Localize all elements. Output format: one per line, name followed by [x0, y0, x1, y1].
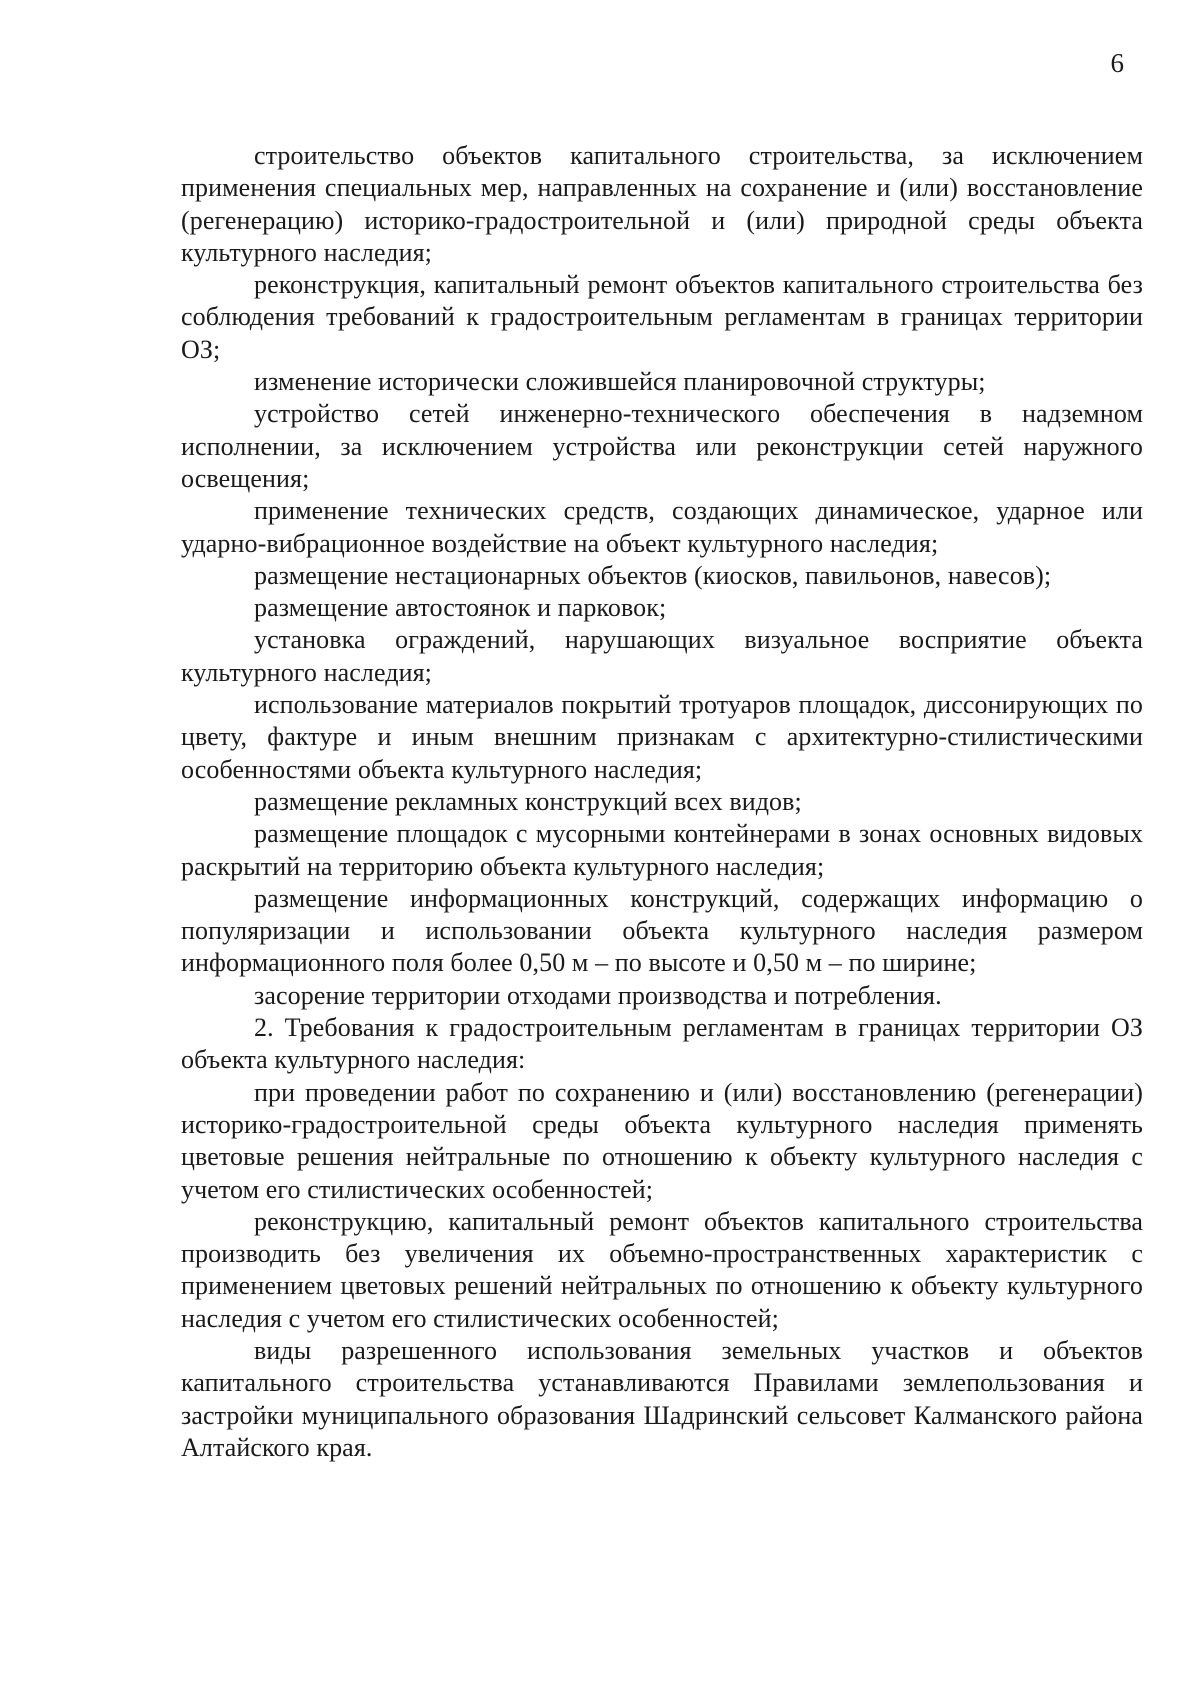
paragraph: реконструкция, капитальный ремонт объектов капитального строительства без соблюдения требований к градостроительным регламентам в границах территории ОЗ;	[181, 270, 1143, 364]
paragraph: строительство объектов капитального строительства, за исключением применения специальных мер, направленных на сохранение и (или) восстановление (регенерацию) историко-градостроительной и (или) природной среды объекта культурного наследия;	[181, 141, 1143, 267]
paragraph: использование материалов покрытий тротуаров площадок, диссонирующих по цвету, фактуре и иным внешним признакам с архитектурно-стилистическими особенностями объекта культурного наследия;	[181, 690, 1143, 784]
paragraph: размещение рекламных конструкций всех видов;	[254, 786, 802, 816]
page-number: 6	[1110, 48, 1124, 78]
paragraph: реконструкцию, капитальный ремонт объектов капитального строительства производить без увеличения их объемно-пространственных характеристик с применением цветовых решений нейтральных по отношению к объекту культурного наследия с учетом его стилистических особенностей;	[181, 1206, 1143, 1333]
document-body	[181, 140, 1143, 1464]
paragraph: устройство сетей инженерно-технического обеспечения в надземном исполнении, за исключением устройства или реконструкции сетей наружного освещения;	[181, 399, 1143, 493]
paragraph: размещение автостоянок и парковок;	[254, 593, 667, 623]
paragraph: при проведении работ по сохранению и (или) восстановлению (регенерации) историко-градостроительной среды объекта культурного наследия применять цветовые решения нейтральные по отношению к объекту культурного наследия с учетом его стилистических особенностей;	[181, 1077, 1143, 1204]
paragraph: размещение площадок с мусорными контейнерами в зонах основных видовых раскрытий на территорию объекта культурного наследия;	[181, 819, 1143, 881]
section-heading-paragraph: 2. Требования к градостроительным регламентам в границах территории ОЗ объекта культурного наследия:	[181, 1013, 1143, 1075]
paragraph: виды разрешенного использования земельных участков и объектов капитального строительства устанавливаются Правилами землепользования и застройки муниципального образования Шадринский сельсовет Калманского района Алтайского края.	[181, 1335, 1143, 1462]
paragraph: засорение территории отходами производства и потребления.	[254, 980, 942, 1010]
paragraph: применение технических средств, создающих динамическое, ударное или ударно-вибрационное воздействие на объект культурного наследия;	[181, 496, 1143, 558]
paragraph: размещение информационных конструкций, содержащих информацию о популяризации и использовании объекта культурного наследия размером информационного поля более 0,50 м – по высоте и 0,50 м – по ширине;	[181, 883, 1143, 978]
paragraph: размещение нестационарных объектов (киосков, павильонов, навесов);	[254, 560, 1052, 590]
paragraph: изменение исторически сложившейся планировочной структуры;	[254, 367, 986, 397]
paragraph: установка ограждений, нарушающих визуальное восприятие объекта культурного наследия;	[181, 625, 1143, 687]
